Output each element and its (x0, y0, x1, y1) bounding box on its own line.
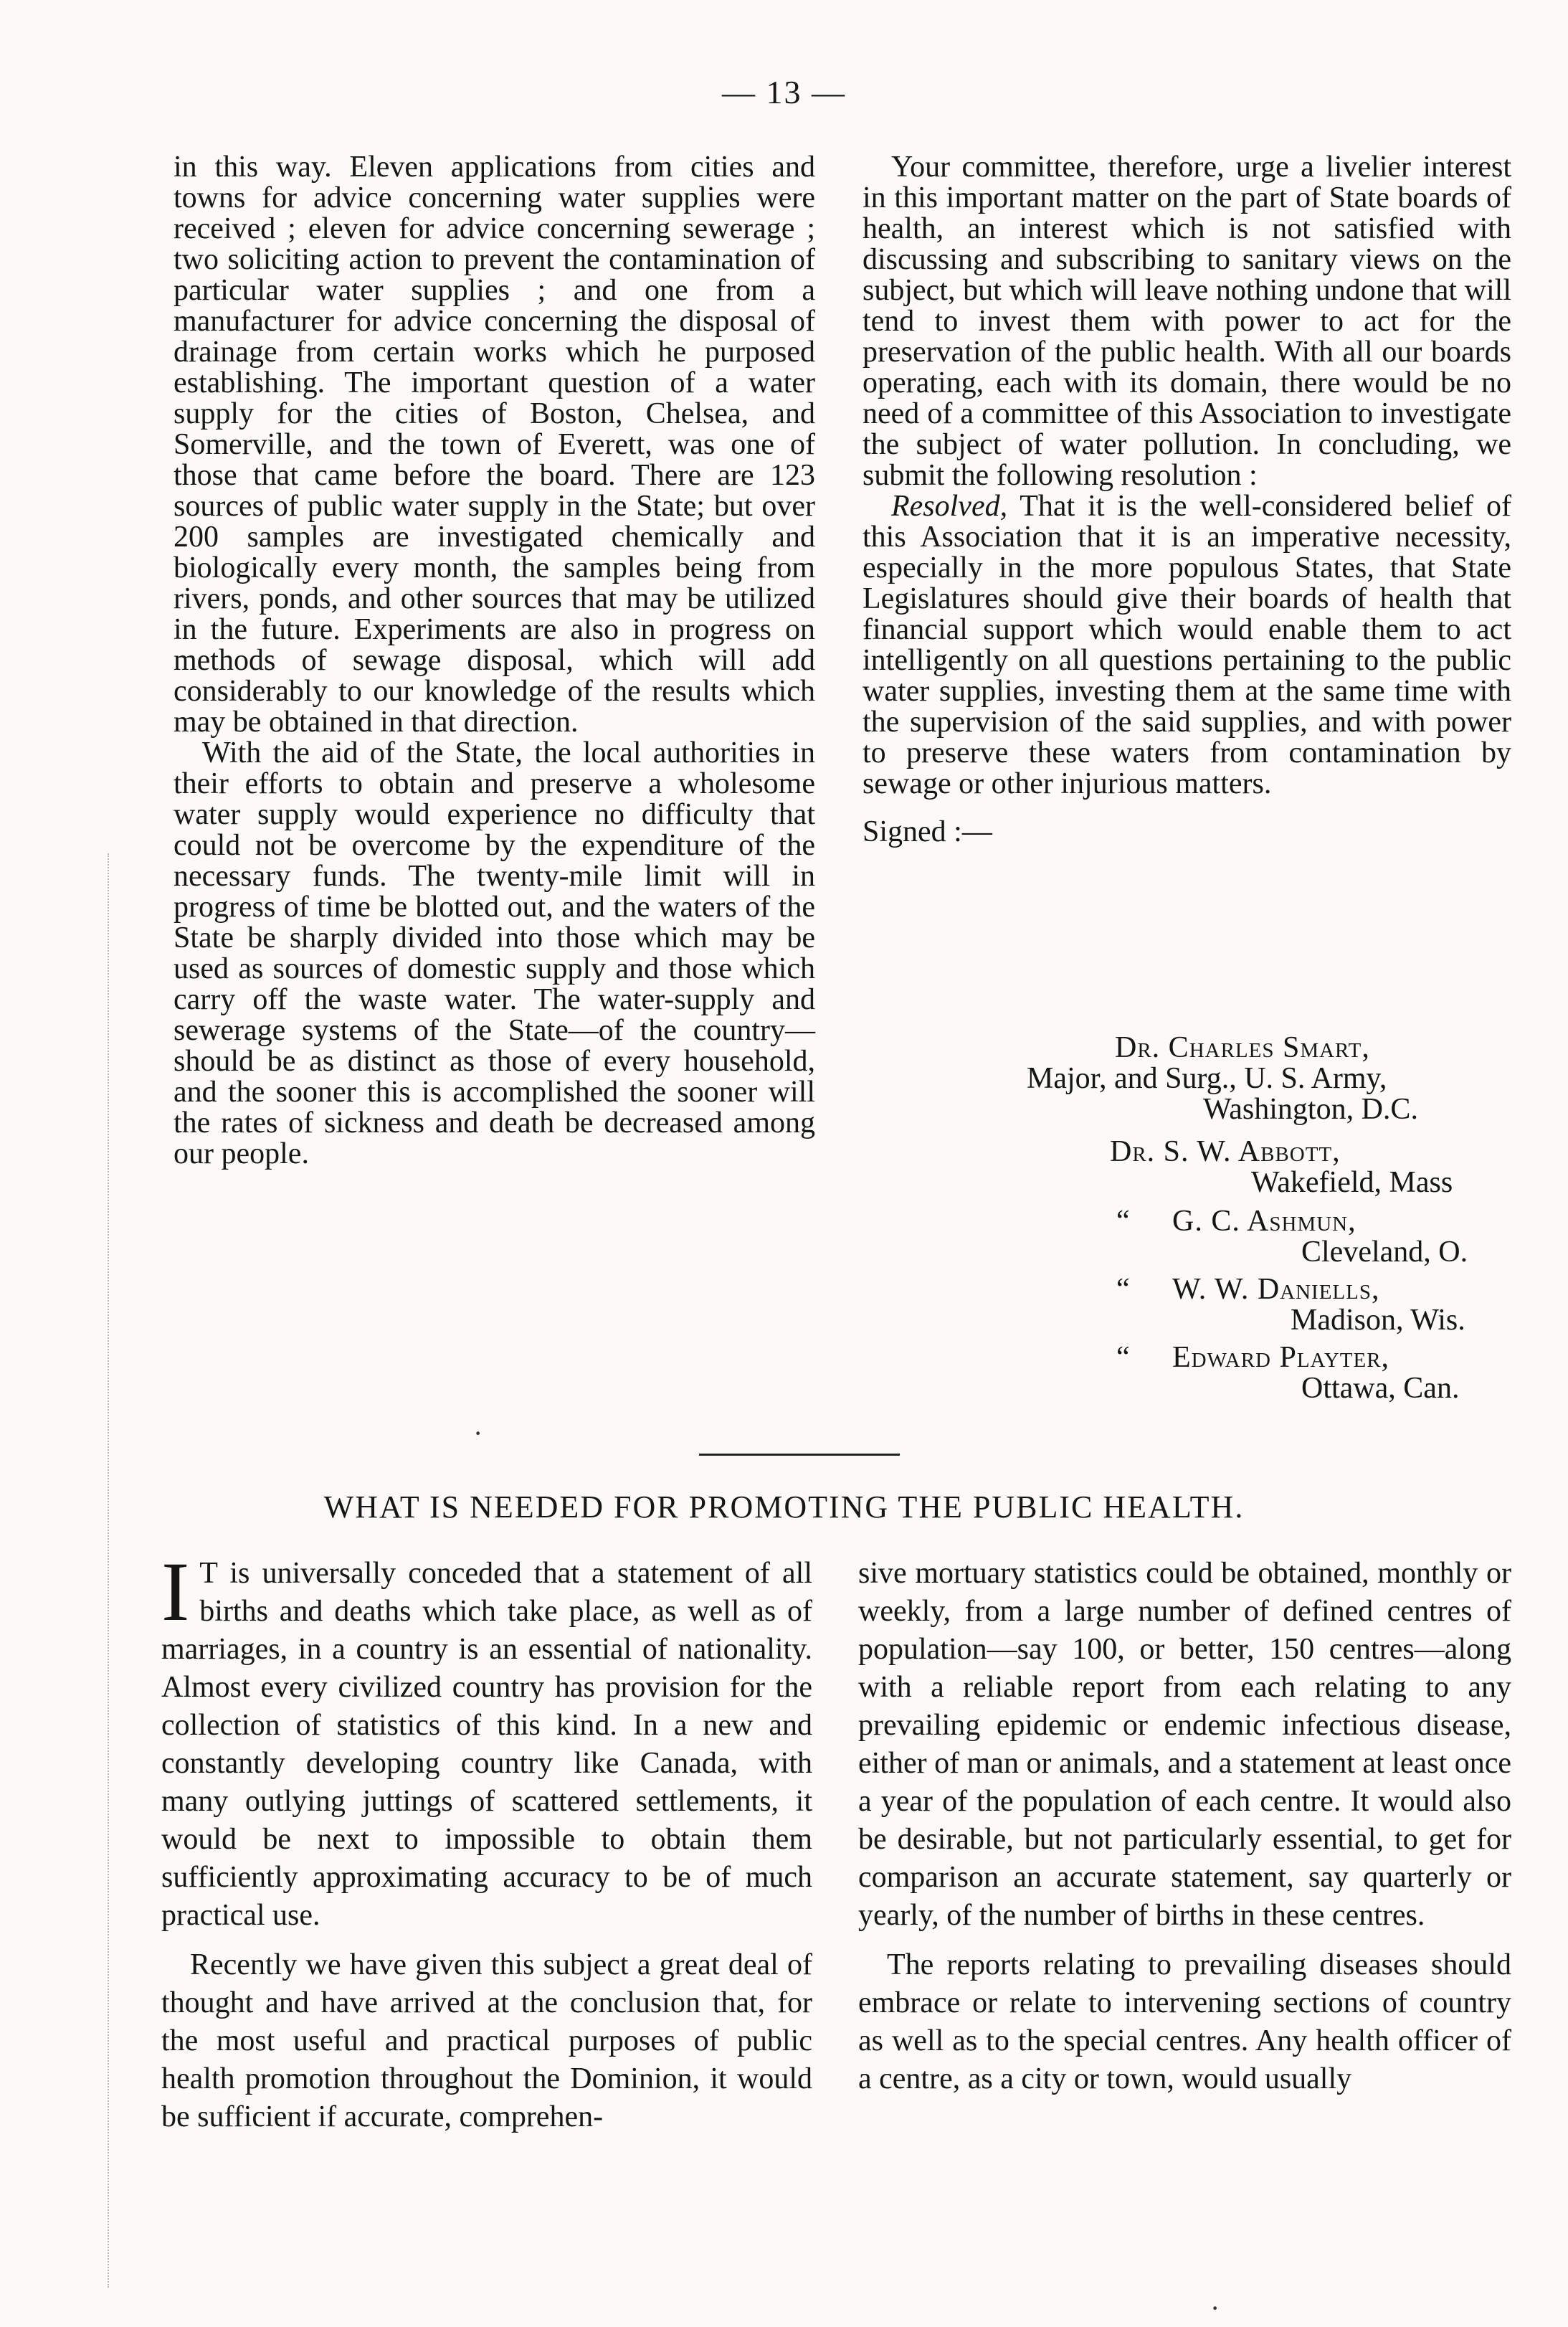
paragraph: in this way. Eleven applications from cities and towns for advice concerning water supplies were received ; eleven for advice concerning sewerage ; two soliciting action to prevent the contamination of particular water supplies ; and one from a manufacturer for advice concerning the disposal of drainage from certain works which he purposed establishing. The important question of a water supply for the cities of Boston, Chelsea, and Somerville, and the town of Everett, was one of those that came before the board. There are 123 sources of public water supply in the State; but over 200 samples are investigated chemically and biologically every month, the samples being from rivers, ponds, and other sources that may be utilized in the future. Experiments are also in progress on methods of sewage disposal, which will add considerably to our knowledge of the results which may be obtained in that direction. (174, 151, 815, 739)
signatory-name: W. W. Daniells, (1172, 1273, 1380, 1306)
signatory-location: Washington, D.C. (1203, 1093, 1418, 1126)
signatory-location: Madison, Wis. (1291, 1304, 1465, 1337)
paragraph: With the aid of the State, the local authorities in their efforts to obtain and preserve a wholesome water supply would experience no difficulty that could not be overcome by the expenditure of the necessary funds. The twenty-mile limit will in progress of time be blotted out, and the waters of the State be sharply divided into those which may be used as sources of domestic supply and those which carry off the waste water. The water-supply and sewerage systems of the State—of the country—should be as distinct as those of every household, and the sooner this is accomplished the sooner will the rates of sickness and death be decreased among our people. (174, 736, 815, 1170)
signatory-name: Edward Playter, (1172, 1341, 1390, 1374)
column-right-top (863, 152, 1511, 848)
margin-binding-marks (108, 853, 130, 2288)
ditto-mark: “ (1116, 1205, 1130, 1238)
paragraph-text: T is universally conceded that a statement of all births and deaths which take place, as well as of marriages, in a country is an essential of nationality. Almost every civilized country has provision for the collection of statistics of this kind. In a new and constantly developing country like Canada, with many outlying juttings of scattered settlements, it would be next to impossible to obtain them sufficiently approximating accuracy to be of much practical use. (161, 1557, 812, 1932)
resolved-word: Resolved, (891, 490, 1008, 523)
paragraph: The reports relating to prevailing diseases should embrace or relate to intervening sections of country as well as to the special centres. Any health officer of a centre, as a city or town, would usually (858, 1948, 1511, 2095)
paragraph: Recently we have given this subject a great deal of thought and have arrived at the conclusion that, for the most useful and practical purposes of public health promotion throughout the Dominion, it would be sufficient if accurate, comprehen- (161, 1948, 812, 2133)
signatory-name: G. C. Ashmun, (1172, 1205, 1356, 1238)
resolution-text: That it is the well-considered belief of this Association that it is an imperative necessity, especially in the more populous States, that State Legislatures should give their boards of health that financial support which would enable them to act intelligently on all questions pertaining to the public water supplies, investing them at the same time with the supervision of the said supplies, and with power to preserve these waters from contamination by sewage or other injurious matters. (863, 490, 1511, 800)
signatory-title: Major, and Surg., U. S. Army, (1027, 1062, 1387, 1095)
signatory-name: Dr. S. W. Abbott, (1110, 1135, 1341, 1168)
ink-dot: · (473, 1417, 483, 1449)
signatory-location: Cleveland, O. (1301, 1236, 1468, 1269)
column-right-bottom (858, 1555, 1511, 2098)
resolution-paragraph (863, 491, 1511, 800)
section-divider (699, 1454, 900, 1456)
paragraph: sive mortuary statistics could be obtained, monthly or weekly, from a large number of defined centres of population—say 100, or better, 150 centres—along with a reliable report from each relating to any prevailing epidemic or endemic infectious disease, either of man or animals, and a statement at least once a year of the population of each centre. It would also be desirable, but not particularly essential, to get for comparison an accurate statement, say quarterly or yearly, of the number of births in these centres. (858, 1557, 1511, 1932)
page-number: — 13 — (722, 74, 846, 110)
ditto-mark: “ (1116, 1273, 1130, 1306)
ditto-mark: “ (1116, 1341, 1130, 1374)
paragraph (161, 1545, 812, 1935)
signatory-location: Wakefield, Mass (1251, 1166, 1453, 1199)
ink-dot: · (1210, 2292, 1220, 2324)
column-left-top (174, 152, 815, 1170)
paragraph: Your committee, therefore, urge a livelier interest in this important matter on the part of State boards of health, an interest which is not satisfied with discussing and subscribing to sanitary views on the subject, but which will leave nothing undone that will tend to invest them with power to act for the preservation of the public health. With all our boards operating, each with its domain, there would be no need of a committee of this Association to investigate the subject of water pollution. In concluding, we submit the following resolution : (863, 151, 1511, 492)
signatory-name: Dr. Charles Smart, (1115, 1031, 1370, 1064)
column-left-bottom (161, 1545, 812, 2136)
signatory-location: Ottawa, Can. (1301, 1372, 1460, 1405)
signed-label: Signed :— (863, 815, 992, 848)
section-title: WHAT IS NEEDED FOR PROMOTING THE PUBLIC HEALTH. (323, 1489, 1245, 1525)
drop-cap: I (161, 1545, 190, 1639)
